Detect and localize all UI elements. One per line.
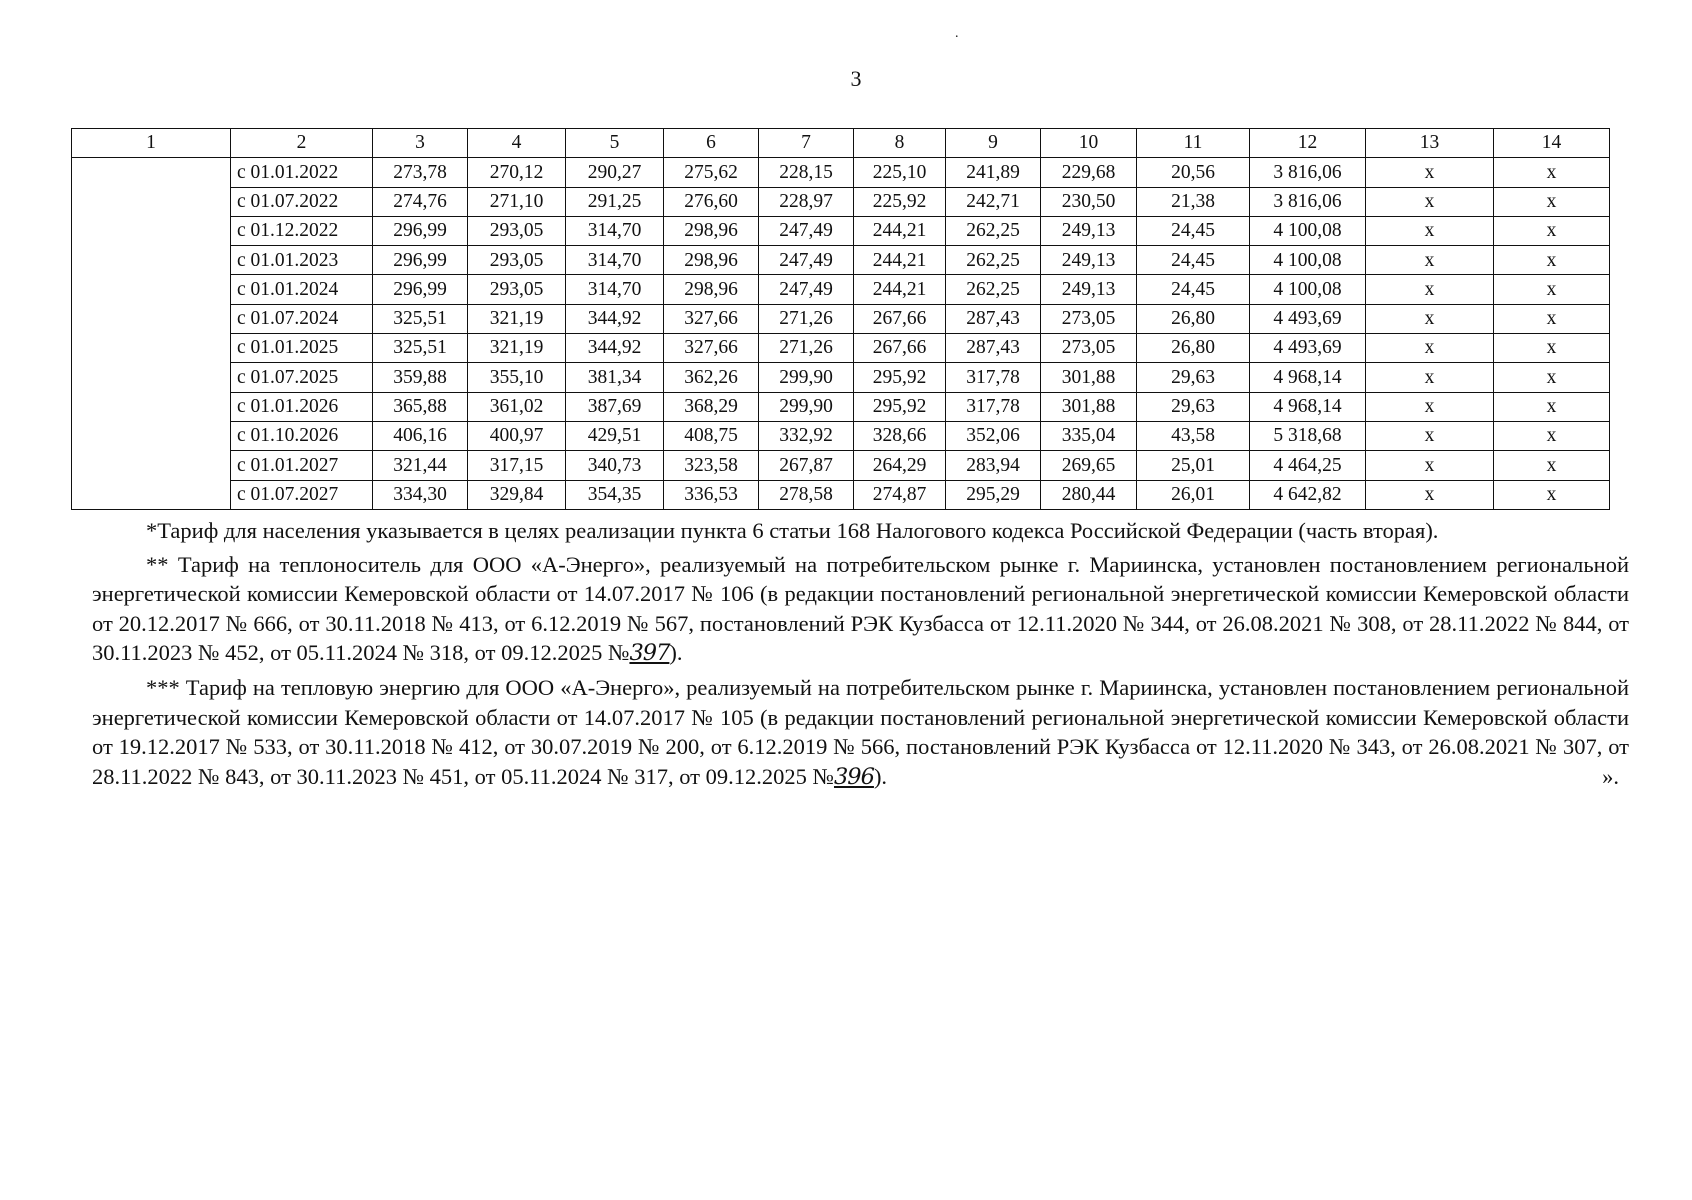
value-cell: 314,70 <box>566 216 664 245</box>
value-cell: 344,92 <box>566 334 664 363</box>
value-cell: 241,89 <box>946 158 1041 187</box>
value-cell: 329,84 <box>468 480 566 509</box>
value-cell: 5 318,68 <box>1250 421 1366 450</box>
handwritten-number: 397 <box>629 640 670 667</box>
value-cell: 314,70 <box>566 246 664 275</box>
value-cell: 271,10 <box>468 187 566 216</box>
table-row <box>72 363 1610 392</box>
value-cell: 273,05 <box>1041 334 1137 363</box>
value-cell: 290,27 <box>566 158 664 187</box>
value-cell: x <box>1366 187 1494 216</box>
value-cell: 262,25 <box>946 275 1041 304</box>
date-cell: с 01.01.2023 <box>231 246 373 275</box>
value-cell: 362,26 <box>664 363 759 392</box>
value-cell: 321,44 <box>373 451 468 480</box>
value-cell: 293,05 <box>468 275 566 304</box>
value-cell: 24,45 <box>1137 275 1250 304</box>
table-row <box>72 246 1610 275</box>
footnote-end: ). <box>669 640 683 666</box>
value-cell: 301,88 <box>1041 363 1137 392</box>
value-cell: x <box>1494 421 1610 450</box>
value-cell: 269,65 <box>1041 451 1137 480</box>
value-cell: 293,05 <box>468 216 566 245</box>
value-cell: 29,63 <box>1137 363 1250 392</box>
value-cell: 267,87 <box>759 451 854 480</box>
closing-quote: ». <box>1602 763 1619 789</box>
value-cell: 225,10 <box>854 158 946 187</box>
value-cell: 26,01 <box>1137 480 1250 509</box>
value-cell: x <box>1494 451 1610 480</box>
value-cell: 314,70 <box>566 275 664 304</box>
value-cell: 317,78 <box>946 363 1041 392</box>
value-cell: 3 816,06 <box>1250 187 1366 216</box>
value-cell: 264,29 <box>854 451 946 480</box>
footnotes <box>92 516 1629 792</box>
value-cell: 4 493,69 <box>1250 304 1366 333</box>
table-row <box>72 275 1610 304</box>
value-cell: 275,62 <box>664 158 759 187</box>
value-cell: 406,16 <box>373 421 468 450</box>
value-cell: 321,19 <box>468 304 566 333</box>
value-cell: x <box>1494 275 1610 304</box>
value-cell: x <box>1494 392 1610 421</box>
value-cell: 332,92 <box>759 421 854 450</box>
date-cell: с 01.01.2027 <box>231 451 373 480</box>
value-cell: 4 968,14 <box>1250 392 1366 421</box>
value-cell: x <box>1366 304 1494 333</box>
table-row <box>72 304 1610 333</box>
value-cell: 273,78 <box>373 158 468 187</box>
page-mark: . <box>955 26 959 41</box>
value-cell: 335,04 <box>1041 421 1137 450</box>
date-cell: с 01.10.2026 <box>231 421 373 450</box>
value-cell: 327,66 <box>664 334 759 363</box>
value-cell: 43,58 <box>1137 421 1250 450</box>
table-row <box>72 216 1610 245</box>
value-cell: 267,66 <box>854 334 946 363</box>
column-header: 12 <box>1250 129 1366 158</box>
column-header: 1 <box>72 129 231 158</box>
value-cell: 262,25 <box>946 216 1041 245</box>
value-cell: 296,99 <box>373 246 468 275</box>
value-cell: 295,92 <box>854 392 946 421</box>
value-cell: 273,05 <box>1041 304 1137 333</box>
value-cell: x <box>1366 334 1494 363</box>
value-cell: 4 100,08 <box>1250 216 1366 245</box>
value-cell: x <box>1494 304 1610 333</box>
value-cell: 242,71 <box>946 187 1041 216</box>
footnote-population <box>92 516 1629 546</box>
value-cell: 296,99 <box>373 216 468 245</box>
column-header: 13 <box>1366 129 1494 158</box>
date-cell: с 01.07.2025 <box>231 363 373 392</box>
value-cell: 317,15 <box>468 451 566 480</box>
value-cell: x <box>1494 187 1610 216</box>
value-cell: 321,19 <box>468 334 566 363</box>
value-cell: 325,51 <box>373 334 468 363</box>
footnote-text: *** Тариф на тепловую энергию для ООО «А-Энерго», реализуемый на потребительском рынке г. Мариинска, установлен постановлением региональной энергетической комиссии Кемеровской области от 14.07.2017 № 105 (в редакции постановлений региональной энергетической комиссии Кемеровской области от 19.12.2017 № 533, от 30.11.2018 № 412, от 30.07.2019 № 200, от 6.12.2019 № 566, постановлений РЭК Кузбасса от 12.11.2020 № 343, от 26.08.2021 № 307, от 28.11.2022 № 843, от 30.11.2023 № 451, от 05.11.2024 № 317, от 09.12.2025 № <box>92 674 1629 789</box>
date-cell: с 01.07.2027 <box>231 480 373 509</box>
value-cell: x <box>1366 480 1494 509</box>
column-header: 10 <box>1041 129 1137 158</box>
footnote-text: ** Тариф на теплоноситель для ООО «А-Энерго», реализуемый на потребительском рынке г. Мариинска, установлен постановлением региональной энергетической комиссии Кемеровской области от 14.07.2017 № 106 (в редакции постановлений региональной энергетической комиссии Кемеровской области от 20.12.2017 № 666, от 30.11.2018 № 413, от 6.12.2019 № 567, постановлений РЭК Кузбасса от 12.11.2020 № 344, от 26.08.2021 № 308, от 28.11.2022 № 844, от 30.11.2023 № 452, от 05.11.2024 № 318, от 09.12.2025 № <box>92 551 1629 666</box>
value-cell: 317,78 <box>946 392 1041 421</box>
value-cell: 344,92 <box>566 304 664 333</box>
value-cell: 229,68 <box>1041 158 1137 187</box>
value-cell: 276,60 <box>664 187 759 216</box>
value-cell: 299,90 <box>759 392 854 421</box>
column-header: 7 <box>759 129 854 158</box>
date-cell: с 01.01.2025 <box>231 334 373 363</box>
footnote-text: *Тариф для населения указывается в целях реализации пункта 6 статьи 168 Налогового кодекса Российской Федерации (часть вторая). <box>146 518 1439 543</box>
value-cell: 296,99 <box>373 275 468 304</box>
column-header: 11 <box>1137 129 1250 158</box>
value-cell: x <box>1494 216 1610 245</box>
value-cell: 26,80 <box>1137 304 1250 333</box>
value-cell: 244,21 <box>854 275 946 304</box>
value-cell: 295,92 <box>854 363 946 392</box>
value-cell: x <box>1366 158 1494 187</box>
value-cell: 283,94 <box>946 451 1041 480</box>
value-cell: 429,51 <box>566 421 664 450</box>
value-cell: 228,15 <box>759 158 854 187</box>
value-cell: 327,66 <box>664 304 759 333</box>
value-cell: 334,30 <box>373 480 468 509</box>
value-cell: 291,25 <box>566 187 664 216</box>
table-row <box>72 187 1610 216</box>
value-cell: x <box>1494 480 1610 509</box>
value-cell: 249,13 <box>1041 246 1137 275</box>
column-header: 9 <box>946 129 1041 158</box>
value-cell: 4 642,82 <box>1250 480 1366 509</box>
value-cell: x <box>1366 421 1494 450</box>
column-header: 3 <box>373 129 468 158</box>
value-cell: 24,45 <box>1137 246 1250 275</box>
value-cell: 365,88 <box>373 392 468 421</box>
value-cell: 323,58 <box>664 451 759 480</box>
value-cell: 336,53 <box>664 480 759 509</box>
value-cell: 244,21 <box>854 216 946 245</box>
value-cell: x <box>1366 451 1494 480</box>
table-row <box>72 421 1610 450</box>
footnote-heat-energy <box>92 673 1629 792</box>
value-cell: x <box>1366 275 1494 304</box>
value-cell: 4 968,14 <box>1250 363 1366 392</box>
value-cell: 249,13 <box>1041 275 1137 304</box>
column-header: 2 <box>231 129 373 158</box>
table-row <box>72 480 1610 509</box>
page-number: 3 <box>850 66 862 91</box>
value-cell: 301,88 <box>1041 392 1137 421</box>
value-cell: 230,50 <box>1041 187 1137 216</box>
footnote-end: ). <box>873 763 888 789</box>
table-body <box>72 158 1610 510</box>
value-cell: 4 100,08 <box>1250 275 1366 304</box>
value-cell: 270,12 <box>468 158 566 187</box>
value-cell: x <box>1494 363 1610 392</box>
value-cell: 361,02 <box>468 392 566 421</box>
value-cell: 387,69 <box>566 392 664 421</box>
value-cell: 287,43 <box>946 304 1041 333</box>
table-row <box>72 451 1610 480</box>
value-cell: 293,05 <box>468 246 566 275</box>
value-cell: 26,80 <box>1137 334 1250 363</box>
value-cell: 249,13 <box>1041 216 1137 245</box>
value-cell: 4 464,25 <box>1250 451 1366 480</box>
value-cell: 381,34 <box>566 363 664 392</box>
date-cell: с 01.01.2024 <box>231 275 373 304</box>
date-cell: с 01.07.2022 <box>231 187 373 216</box>
date-cell: с 01.07.2024 <box>231 304 373 333</box>
value-cell: 228,97 <box>759 187 854 216</box>
value-cell: 247,49 <box>759 275 854 304</box>
value-cell: 328,66 <box>854 421 946 450</box>
handwritten-number: 396 <box>833 763 874 790</box>
column-header: 14 <box>1494 129 1610 158</box>
value-cell: 24,45 <box>1137 216 1250 245</box>
value-cell: 298,96 <box>664 216 759 245</box>
value-cell: 280,44 <box>1041 480 1137 509</box>
value-cell: x <box>1366 216 1494 245</box>
value-cell: 278,58 <box>759 480 854 509</box>
table-row <box>72 392 1610 421</box>
value-cell: 354,35 <box>566 480 664 509</box>
value-cell: 271,26 <box>759 304 854 333</box>
value-cell: 25,01 <box>1137 451 1250 480</box>
value-cell: 400,97 <box>468 421 566 450</box>
value-cell: 274,76 <box>373 187 468 216</box>
table-row <box>72 334 1610 363</box>
column-1-cell <box>72 158 231 510</box>
value-cell: 20,56 <box>1137 158 1250 187</box>
value-cell: 4 493,69 <box>1250 334 1366 363</box>
value-cell: 21,38 <box>1137 187 1250 216</box>
value-cell: 287,43 <box>946 334 1041 363</box>
date-cell: с 01.01.2022 <box>231 158 373 187</box>
value-cell: 3 816,06 <box>1250 158 1366 187</box>
value-cell: 271,26 <box>759 334 854 363</box>
value-cell: x <box>1494 334 1610 363</box>
value-cell: 298,96 <box>664 275 759 304</box>
value-cell: 4 100,08 <box>1250 246 1366 275</box>
value-cell: 359,88 <box>373 363 468 392</box>
value-cell: 247,49 <box>759 216 854 245</box>
value-cell: 267,66 <box>854 304 946 333</box>
value-cell: 298,96 <box>664 246 759 275</box>
value-cell: 325,51 <box>373 304 468 333</box>
table-header-row <box>72 129 1610 158</box>
column-header: 6 <box>664 129 759 158</box>
value-cell: 274,87 <box>854 480 946 509</box>
value-cell: 299,90 <box>759 363 854 392</box>
footnote-heat-carrier <box>92 550 1629 669</box>
date-cell: с 01.01.2026 <box>231 392 373 421</box>
date-cell: с 01.12.2022 <box>231 216 373 245</box>
column-header: 8 <box>854 129 946 158</box>
value-cell: 225,92 <box>854 187 946 216</box>
value-cell: 368,29 <box>664 392 759 421</box>
value-cell: 352,06 <box>946 421 1041 450</box>
table-row <box>72 158 1610 187</box>
value-cell: x <box>1494 158 1610 187</box>
value-cell: 295,29 <box>946 480 1041 509</box>
value-cell: 29,63 <box>1137 392 1250 421</box>
column-header: 5 <box>566 129 664 158</box>
value-cell: x <box>1494 246 1610 275</box>
value-cell: x <box>1366 246 1494 275</box>
value-cell: 262,25 <box>946 246 1041 275</box>
value-cell: 247,49 <box>759 246 854 275</box>
value-cell: 244,21 <box>854 246 946 275</box>
value-cell: 408,75 <box>664 421 759 450</box>
value-cell: x <box>1366 363 1494 392</box>
value-cell: x <box>1366 392 1494 421</box>
value-cell: 340,73 <box>566 451 664 480</box>
tariff-table <box>71 128 1610 510</box>
value-cell: 355,10 <box>468 363 566 392</box>
column-header: 4 <box>468 129 566 158</box>
